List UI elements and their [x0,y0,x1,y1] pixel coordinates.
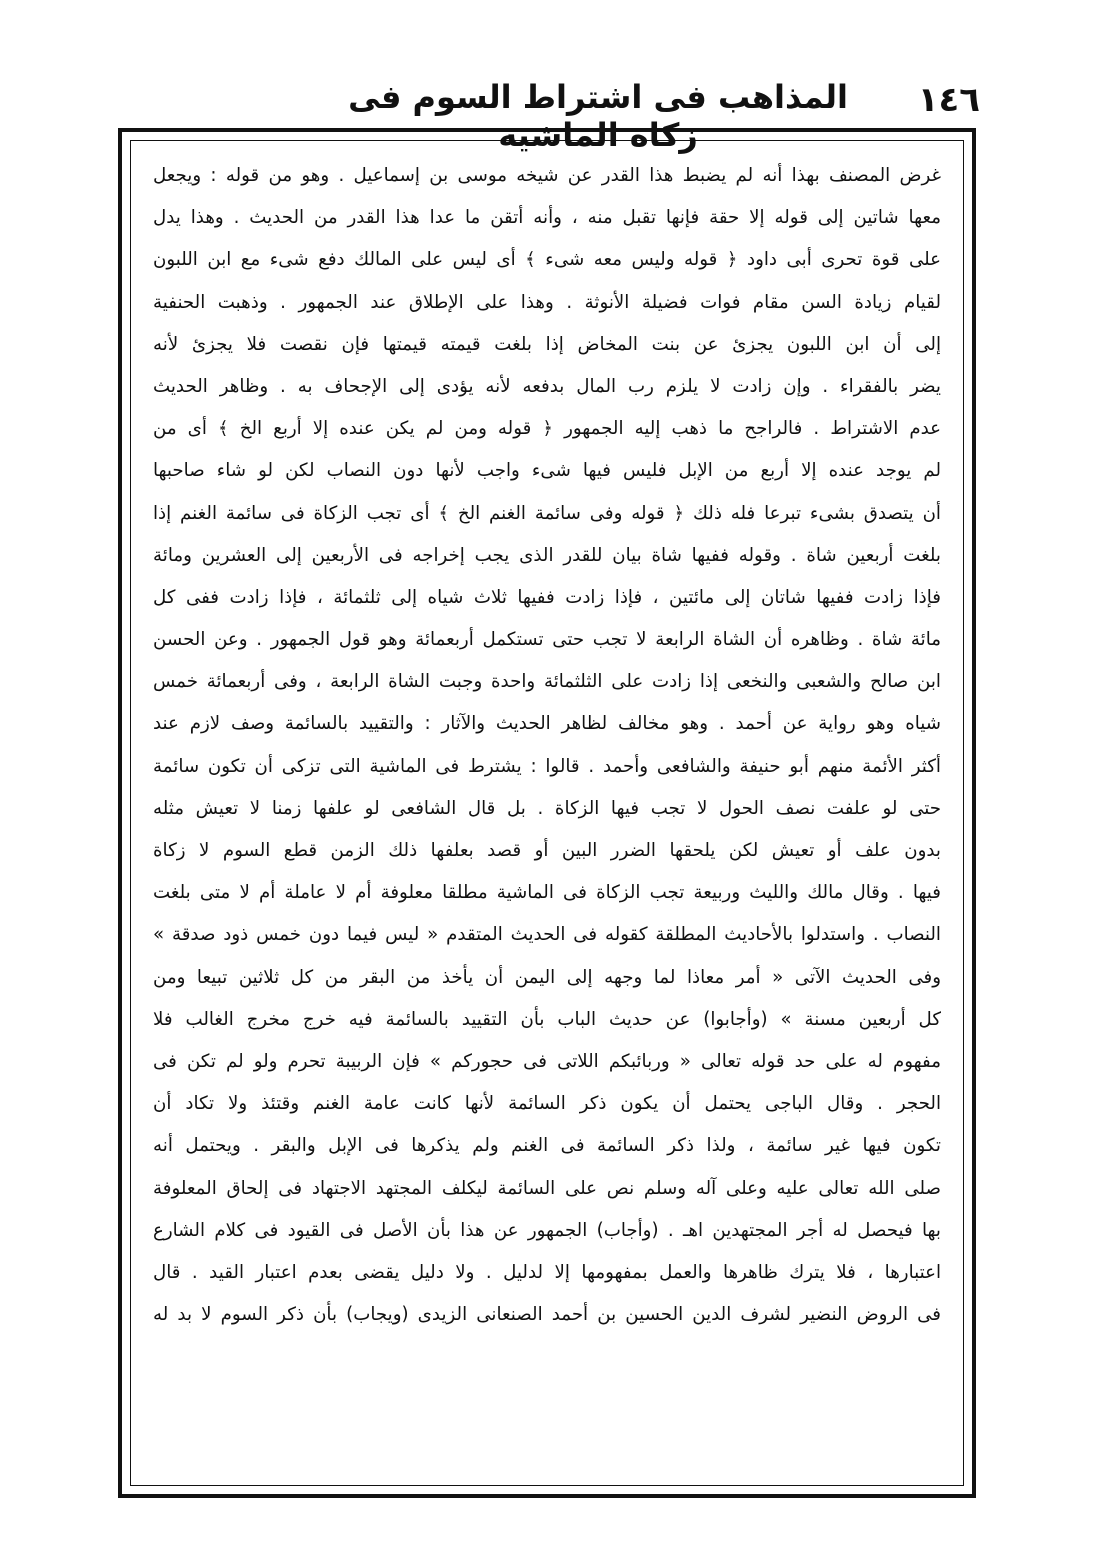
text-line: كل أربعين مسنة » (وأجابوا) عن حديث الباب بأن التقييد بالسائمة فيه خرج مخرج الغالب فلا [153,1008,941,1030]
text-line: مائة شاة . وظاهره أن الشاة الرابعة لا تجب حتى تستكمل أربعمائة وهو قول الجمهور . وعن الحسن [153,629,941,651]
text-line: فإذا زادت ففيها شاتان إلى مائتين ، فإذا زادت ففيها ثلاث شياه إلى ثلثمائة ، فإذا زادت ففى كل [153,586,941,608]
text-line: وفى الحديث الآتى « أمر معاذا لما وجهه إلى اليمن أن يأخذ من البقر من كل ثلاثين تبيعا ومن [153,966,941,988]
text-line: ابن صالح والشعبى والنخعى إذا زادت على الثلثمائة واحدة وجبت الشاة الرابعة ، وفى أربعمائة خمس [153,671,941,693]
text-line: شياه وهو رواية عن أحمد . وهو مخالف لظاهر الحديث والآثار : والتقييد بالسائمة وصف لازم عند [153,713,941,735]
text-line: يضر بالفقراء . وإن زادت لا يلزم رب المال بدفعه لأنه يؤدى إلى الإجحاف به . وظاهر الحديث [153,375,941,397]
text-line: فيها . وقال مالك والليث وربيعة تجب الزكاة فى الماشية مطلقا معلوفة أم لا عاملة أم لا متى بلغت [153,882,941,904]
text-line: لقيام زيادة السن مقام فوات فضيلة الأنوثة . وهذا على الإطلاق عند الجمهور . وذهبت الحنفية [153,291,941,313]
text-line: صلى الله تعالى عليه وعلى آله وسلم نص على السائمة ليكلف المجتهد الاجتهاد فى إلحاق المعلوفة [153,1177,941,1199]
text-line: الحجر . وقال الباجى يحتمل أن يكون ذكر السائمة لأنها كانت عامة الغنم وقتئذ ولا تكاد أن [153,1093,941,1115]
text-line: أن يتصدق بشىء تبرعا فله ذلك ﴿ قوله وفى سائمة الغنم الخ ﴾ أى تجب الزكاة فى سائمة الغنم إذا [153,502,941,524]
text-line: مفهوم له على حد قوله تعالى « وربائبكم اللاتى فى حجوركم » فإن الربيبة تحرم ولو لم تكن فى [153,1050,941,1072]
text-frame [118,128,976,1498]
text-line: بدون علف أو تعيش لكن يلحقها الضرر البين أو قصد بعلفها ذلك الزمن قطع السوم لا زكاة [153,840,941,861]
text-line: غرض المصنف بهذا أنه لم يضبط هذا القدر عن شيخه موسى بن إسماعيل . وهو من قوله : ويجعل [153,165,941,186]
text-line: إلى أن ابن اللبون يجزئ عن بنت المخاض إذا بلغت قيمته قيمتها فإن نقصت فلا يجزئ لأنه [153,333,941,355]
text-line: اعتبارها ، فلا يترك ظاهرها والعمل بمفهومها إلا لدليل . ولا دليل يقضى بعدم اعتبار القيد . قال [153,1261,941,1283]
text-line: تكون فيها غير سائمة ، ولذا ذكر السائمة فى الغنم ولم يذكرها فى الإبل والبقر . ويحتمل أنه [153,1135,941,1157]
text-line: بها فيحصل له أجر المجتهدين اهـ . (وأجاب) الجمهور عن هذا بأن الأصل فى القيود فى كلام الشارع [153,1219,941,1241]
text-line: لم يوجد عنده إلا أربع من الإبل فليس فيها شىء واجب لأنها دون النصاب لكن لو شاء صاحبها [153,460,941,482]
page-header [118,70,980,154]
text-line: معها شاتين إلى قوله إلا حقة فإنها تقبل منه ، وأنه أتقن ما عدا هذا القدر من الحديث . وهذا يدل [153,207,941,229]
text-line: عدم الاشتراط . فالراجح ما ذهب إليه الجمهور ﴿ قوله ومن لم يكن عنده إلا أربع الخ ﴾ أى من [153,418,941,440]
text-line: أكثر الأئمة منهم أبو حنيفة والشافعى وأحمد . قالوا : يشترط فى الماشية التى تزكى أن تكون سائمة [153,755,941,777]
body-text [153,155,941,1336]
text-frame-inner [130,140,964,1486]
text-line: حتى لو علفت نصف الحول لا تجب فيها الزكاة . بل قال الشافعى لو علفها زمنا لا تعيش مثله [153,797,941,819]
text-line: النصاب . واستدلوا بالأحاديث المطلقة كقوله فى الحديث المتقدم « ليس فيما دون خمس ذود صدقة » [153,924,941,946]
text-line: فى الروض النضير لشرف الدين الحسين بن أحمد الصنعانى الزيدى (ويجاب) بأن ذكر السوم لا بد له [153,1304,941,1326]
text-line: بلغت أربعين شاة . وقوله ففيها شاة بيان للقدر الذى يجب إخراجه فى الأربعين إلى العشرين ومائة [153,544,941,566]
page-title: المذاهب فى اشتراط السوم فى زكاة الماشية [348,78,848,154]
text-line: على قوة تحرى أبى داود ﴿ قوله وليس معه شىء ﴾ أى ليس على المالك دفع شىء مع ابن اللبون [153,249,941,271]
page-number: ١٤٦ [917,80,980,120]
